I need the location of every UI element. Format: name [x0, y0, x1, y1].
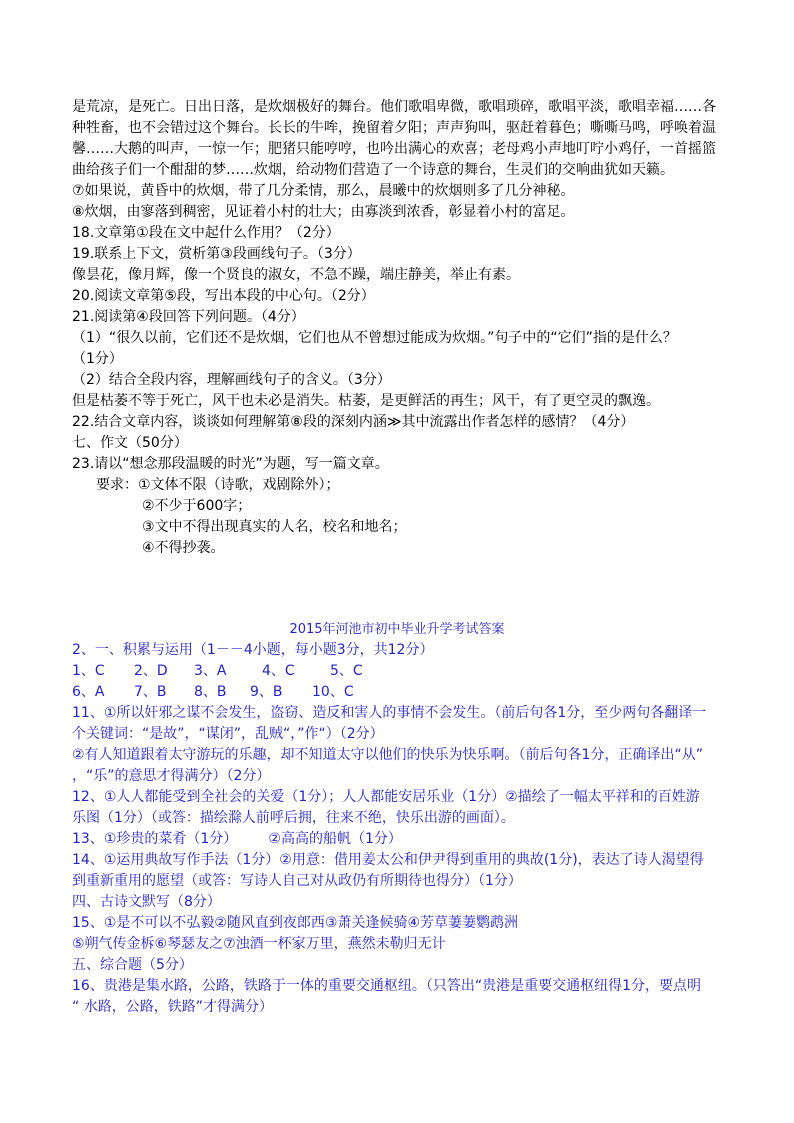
mcq-answer: 10、C	[312, 684, 354, 700]
mcq-row	[72, 682, 722, 703]
answer-line: 16、贵港是集水路，公路，铁路于一体的重要交通枢纽。（只答出“贵港是重要交通枢纽得1分，要点明	[72, 978, 701, 994]
essay-line: 曲给孩子们一个酣甜的梦……炊烟，给动物们营造了一个诗意的舞台，生灵们的交响曲犹如天籁。	[72, 162, 674, 178]
answer-line: ⑤朔气传金柝⑥琴瑟友之⑦浊酒一杯家万里，燕然未勒归无计	[72, 936, 446, 952]
answers-heading: 2、一、积累与运用（1－－4小题，每小题3分，共12分）	[72, 642, 434, 658]
answer-line: ，“乐”的意思才得满分）（2分）	[72, 768, 271, 784]
answer-line: 五、综合题（5分）	[72, 957, 193, 973]
answer-line: 乐图（1分）（或答：描绘滁人前呼后拥，往来不绝，快乐出游的画面）。	[72, 810, 515, 826]
mcq-answer: 8、B	[194, 684, 227, 700]
question-line: （1）“很久以前，它们还不是炊烟，它们也从不曾想过能成为炊烟。”句子中的“它们”指的是什么？	[72, 330, 677, 346]
mcq-answer: 9、B	[250, 684, 283, 700]
mcq-answer: 4、C	[262, 663, 295, 679]
question-line: 22.结合文章内容，谈谈如何理解第⑧段的深刻内涵≫其中流露出作者怎样的感情？（4分）	[72, 414, 635, 430]
question-line: （1分）	[72, 351, 123, 367]
requirement-line: 要求：①文体不限（诗歌，戏剧除外）；	[96, 477, 340, 493]
requirement-line: ②不少于600字；	[142, 498, 252, 514]
answer-line: 12、①人人都能受到全社会的关爱（1分）；人人都能安居乐业（1分）②描绘了一幅太平祥和的百姓游	[72, 789, 700, 805]
answer-line: 13、①珍贵的菜肴（1分） ②高高的船帆（1分）	[72, 831, 402, 847]
answer-line: “ 水路，公路，铁路”才得满分）	[72, 999, 273, 1015]
essay-line: 馨……大鹅的叫声，一惊一乍；肥猪只能哼哼，也吟出满心的欢喜；老母鸡小声地叮咛小鸡仔，一首摇篮	[72, 141, 716, 157]
questions-section	[72, 223, 722, 559]
question-line: 21.阅读第④段回答下列问题。（4分）	[72, 309, 305, 325]
answer-line: 14、①运用典故写作手法（1分）②用意：借用姜太公和伊尹得到重用的典故(1分)，表达了诗人渴望得	[72, 852, 704, 868]
answer-line: ②有人知道跟着太守游玩的乐趣，却不知道太守以他们的快乐为快乐啊。（前后句各1分，正确译出“从”	[72, 747, 703, 763]
essay-line: 是荒凉，是死亡。日出日落，是炊烟极好的舞台。他们歌唱卑微，歌唱琐碎，歌唱平淡，歌唱幸福……各	[72, 99, 716, 115]
answers-title: 2015年河池市初中毕业升学考试答案	[289, 622, 505, 637]
mcq-answer: 5、C	[330, 663, 363, 679]
answer-line: 15、①是不可以不弘毅②随风直到夜郎西③萧关逢候骑④芳草萋萋鹦鹉洲	[72, 915, 519, 931]
mcq-answer: 1、C	[72, 663, 105, 679]
mcq-answer: 2、D	[134, 663, 168, 679]
question-line: 20.阅读文章第⑤段，写出本段的中心句。（2分）	[72, 288, 375, 304]
mcq-answer: 7、B	[134, 684, 167, 700]
question-line: 但是枯萎不等于死亡，风干也未必是消失。枯萎，是更鲜活的再生；风干，有了更空灵的飘逸。	[72, 393, 660, 409]
essay-excerpt	[72, 97, 722, 223]
requirement-line: ④不得抄袭。	[142, 540, 225, 556]
question-line: 像昙花，像月辉，像一个贤良的淑女，不急不躁，端庄静美，举止有素。	[72, 267, 520, 283]
question-line: 七、作文（50分）	[72, 435, 188, 451]
answer-line: 到重新重用的愿望（或答：写诗人自己对从政仍有所期待也得分）（1分）	[72, 873, 522, 889]
mcq-answer: 3、A	[194, 663, 227, 679]
answer-line: 个关键词：“是故”，“谋闭”，乱贼“，”作“）（2分）	[72, 726, 384, 742]
mcq-row	[72, 661, 722, 682]
essay-line: 种牲畜，也不会错过这个舞台。长长的牛哞，挽留着夕阳；声声狗叫，驱赶着暮色；嘶嘶马鸣，呼唤着温	[72, 120, 716, 136]
answer-line: 四、古诗文默写（8分）	[72, 894, 221, 910]
answer-line: 11、①所以奸邪之谋不会发生，盗窃、造反和害人的事情不会发生。（前后句各1分，至少两句各翻译一	[72, 705, 707, 721]
question-line: 23.请以“想念那段温暖的时光”为题，写一篇文章。	[72, 456, 389, 472]
essay-line: ⑧炊烟，由寥落到稠密，见证着小村的壮大；由寡淡到浓香，彰显着小村的富足。	[72, 204, 575, 220]
question-line: 19.联系上下文，赏析第③段画线句子。（3分）	[72, 246, 361, 262]
essay-line: ⑦如果说，黄昏中的炊烟，带了几分柔情，那么，晨曦中的炊烟则多了几分神秘。	[72, 183, 575, 199]
question-line: 18.文章第①段在文中起什么作用？（2分）	[72, 225, 340, 241]
answers-section	[72, 619, 722, 1018]
requirement-line: ③文中不得出现真实的人名，校名和地名；	[142, 519, 407, 535]
mcq-answer: 6、A	[72, 684, 105, 700]
question-line: （2）结合全段内容，理解画线句子的含义。（3分）	[72, 372, 391, 388]
